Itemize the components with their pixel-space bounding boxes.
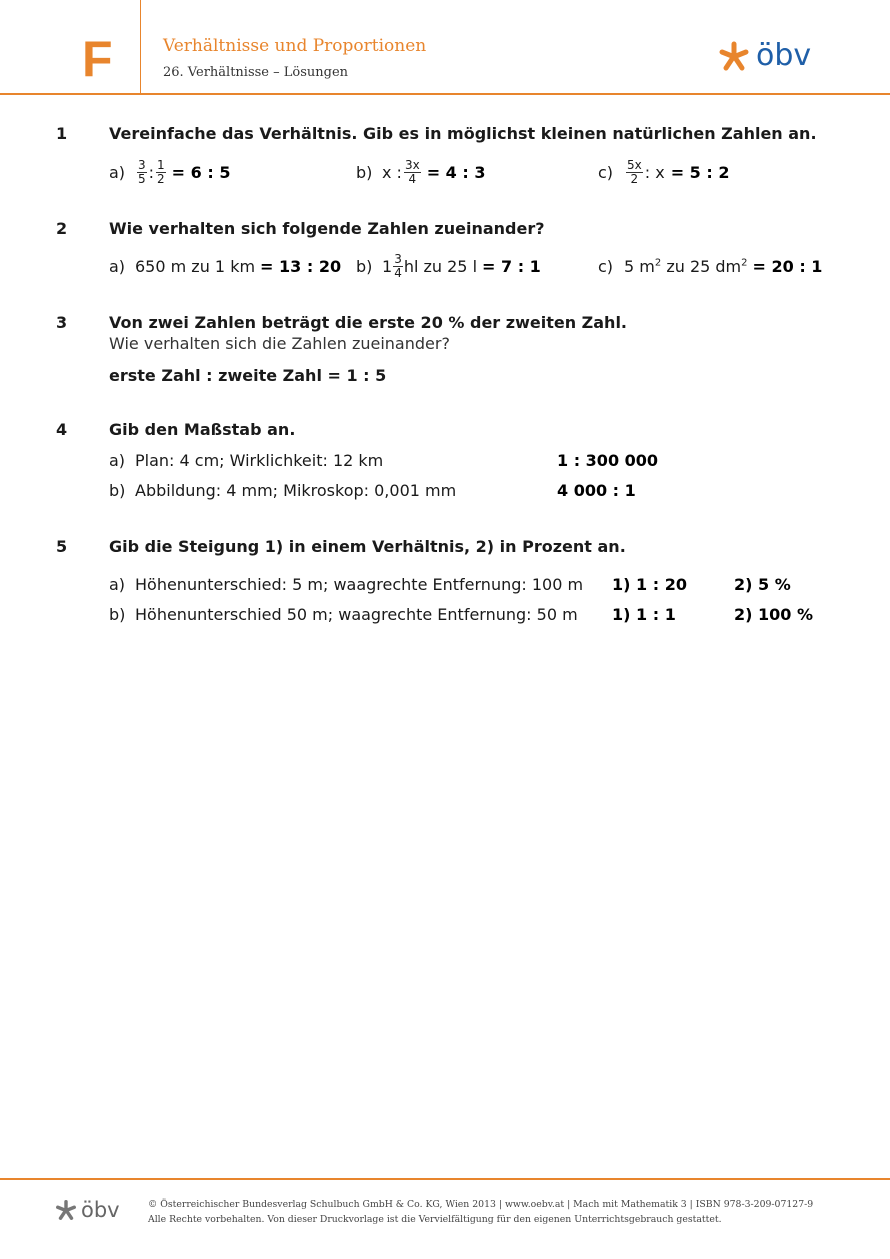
item-label: a): [109, 450, 126, 470]
task-item: a) 650 m zu 1 km = 13 : 20: [109, 256, 342, 276]
task-item: c) $\frac{5x}{2}$ : x = 5 : 2: [598, 157, 730, 186]
answer-cell: [557, 444, 658, 476]
task-item: a) Plan: 4 cm; Wirklichkeit: 12 km: [109, 450, 384, 470]
answer-percent: 2) 5 %: [734, 574, 791, 594]
logo-text: öbv: [756, 38, 812, 73]
answer-ratio: 1) 1 : 1: [612, 604, 676, 624]
task-item: b) Höhenunterschied 50 m; waagrechte Entfernung: 50 m: [109, 604, 578, 624]
footer-copyright: © Österreichischer Bundesverlag Schulbuch GmbH & Co. KG, Wien 2013 | www.oebv.at | Mach mit Mathematik 3 | ISBN 978-3-209-07127-9: [148, 1199, 814, 1210]
task-number: 4: [56, 420, 68, 439]
header-divider-horizontal: [0, 93, 890, 95]
answer-ratio: 1) 1 : 20: [612, 574, 687, 594]
footer-logo: [55, 1199, 120, 1221]
item-label: c): [598, 256, 614, 276]
header-divider-vertical: [140, 0, 141, 95]
task-number: 5: [56, 537, 68, 556]
answer: erste Zahl : zweite Zahl = 1 : 5: [109, 366, 387, 385]
item-label: c): [598, 162, 614, 182]
answer-cell: [734, 568, 791, 600]
item-label: a): [109, 162, 126, 182]
obv-star-icon: [55, 1199, 77, 1221]
task-item: b) x : $\frac{3x}{4}$ = 4 : 3: [356, 157, 486, 186]
fraction: $\frac{1}{2}$: [157, 157, 165, 186]
item-label: b): [356, 256, 373, 276]
task-item: b) 1 $\frac{3}{4}$ hl zu 25 l = 7 : 1: [356, 251, 541, 280]
answer-cell: [612, 598, 676, 630]
footer-logo-text: öbv: [81, 1198, 120, 1222]
answer: 1 : 300 000: [557, 450, 659, 470]
fraction: $\frac{3x}{4}$: [404, 157, 420, 186]
task-question: Gib die Steigung 1) in einem Verhältnis, 2) in Prozent an.: [109, 537, 626, 556]
task-item: a) $\frac{3}{5}$ : $\frac{1}{2}$ = 6 : 5: [109, 157, 231, 186]
task-question: Vereinfache das Verhältnis. Gib es in möglichst kleinen natürlichen Zahlen an.: [109, 124, 817, 143]
fraction: $\frac{5x}{2}$: [627, 157, 642, 186]
task-number: 2: [56, 219, 68, 238]
mixed-number: 1 $\frac{3}{4}$: [382, 251, 402, 280]
answer: = 4 : 3: [426, 162, 486, 182]
task-item: a) Höhenunterschied: 5 m; waagrechte Entfernung: 100 m: [109, 574, 584, 594]
answer: = 6 : 5: [171, 162, 231, 182]
chapter-letter: F: [82, 31, 113, 87]
answer: = 7 : 1: [482, 256, 541, 276]
obv-logo: [718, 40, 811, 72]
task-question-cont: Wie verhalten sich die Zahlen zueinander?: [109, 334, 450, 353]
page-subtitle: 26. Verhältnisse – Lösungen: [163, 65, 349, 80]
task-item: c) 5 $m^2$ zu 25 $dm^2$ = 20 : 1: [598, 256, 823, 276]
task-question: Von zwei Zahlen beträgt die erste 20 % der zweiten Zahl.: [109, 313, 627, 332]
obv-star-icon: [718, 40, 750, 72]
task-number: 3: [56, 313, 68, 332]
item-label: b): [109, 604, 126, 624]
footer-rights: Alle Rechte vorbehalten. Von dieser Druckvorlage ist die Vervielfältigung für den eigenen Unterrichtsgebrauch gestattet.: [148, 1214, 722, 1225]
task-question: Gib den Maßstab an.: [109, 420, 296, 439]
answer-cell: [612, 568, 687, 600]
item-label: a): [109, 574, 126, 594]
item-label: a): [109, 256, 126, 276]
answer-percent: 2) 100 %: [734, 604, 814, 624]
task-item: b) Abbildung: 4 mm; Mikroskop: 0,001 mm: [109, 480, 457, 500]
answer: 4 000 : 1: [557, 480, 636, 500]
answer-cell: [557, 474, 636, 506]
task-number: 1: [56, 124, 68, 143]
item-label: b): [109, 480, 126, 500]
task-question: Wie verhalten sich folgende Zahlen zueinander?: [109, 219, 545, 238]
footer-divider: [0, 1178, 890, 1180]
answer: = 13 : 20: [260, 256, 342, 276]
footer-text: [148, 1197, 813, 1227]
answer: = 20 : 1: [752, 256, 823, 276]
answer: = 5 : 2: [670, 162, 730, 182]
fraction: $\frac{3}{5}$: [138, 157, 146, 186]
item-label: b): [356, 162, 373, 182]
answer-cell: [734, 598, 813, 630]
page-title: Verhältnisse und Proportionen: [163, 36, 427, 56]
